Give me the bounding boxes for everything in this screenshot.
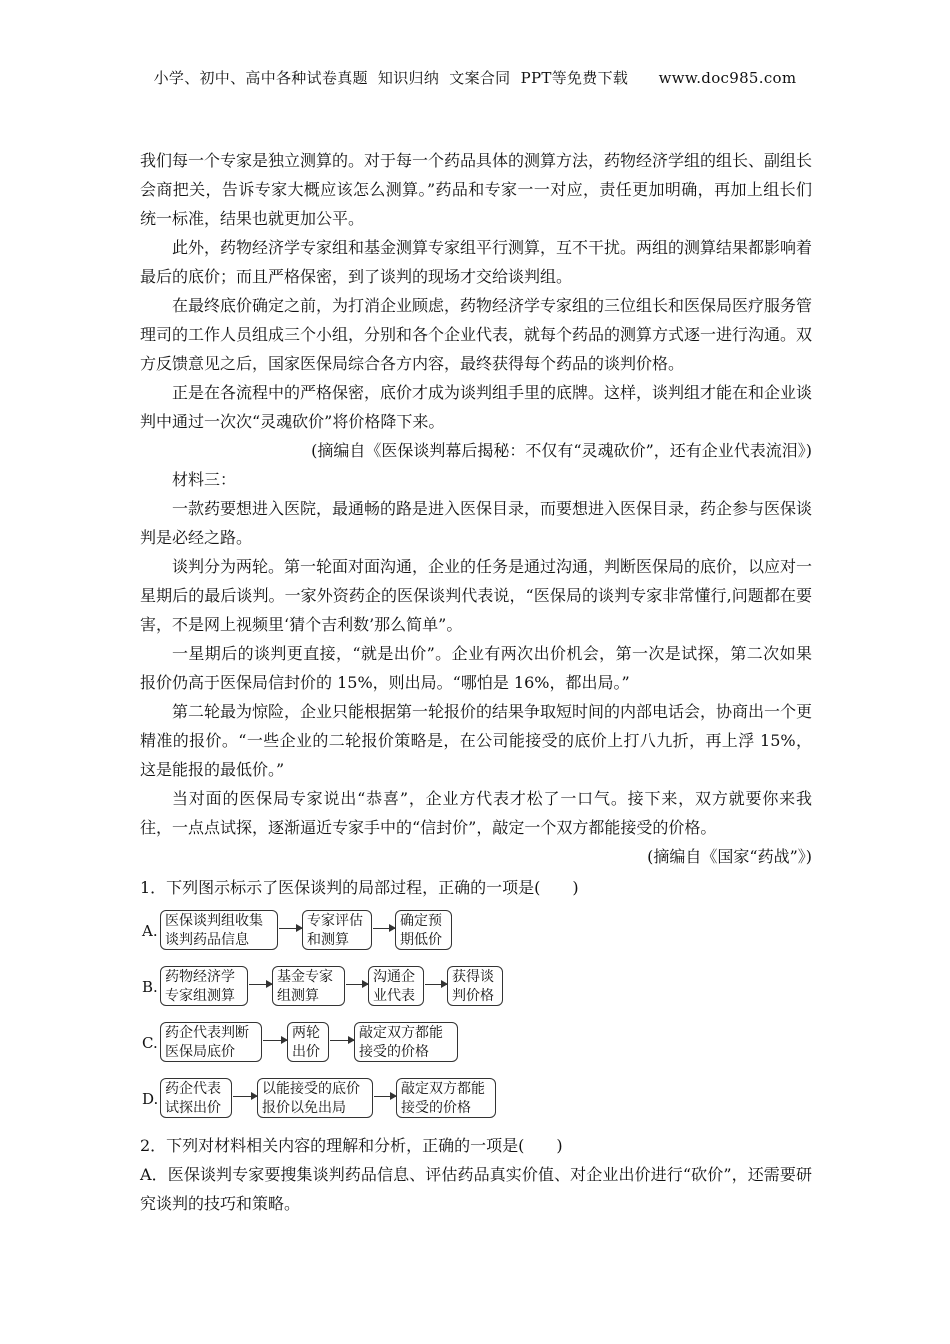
option-d-flow — [140, 1076, 812, 1126]
question-2-option-a: A．医保谈判专家要搜集谈判药品信息、评估药品真实价值、对企业出价进行“砍价”，还需要研究谈判的技巧和策略。 — [140, 1165, 812, 1213]
flow-box: 敲定双方都能接受的价格 — [354, 1022, 458, 1062]
arrow-icon — [249, 984, 272, 985]
option-label: B. — [142, 978, 158, 996]
source-citation: (摘编自《医保谈判幕后揭秘：不仅有“灵魂砍价”，还有企业代表流泪》) — [311, 441, 812, 460]
arrow-icon — [425, 984, 447, 985]
source-citation: (摘编自《国家“药战”》) — [647, 847, 812, 866]
paragraph: 第二轮最为惊险，企业只能根据第一轮报价的结果争取短时间的内部电话会，协商出一个更精准的报价。“一些企业的二轮报价策略是，在公司能接受的底价上打八九折，再上浮 15%，这是能报的最低价。” — [140, 702, 813, 779]
arrow-icon — [233, 1096, 257, 1097]
section-title: 材料三： — [172, 470, 237, 489]
paragraph: 当对面的医保局专家说出“恭喜”，企业方代表才松了一口气。接下来，双方就要你来我往，一点点试探，逐渐逼近专家手中的“信封价”，敲定一个双方都能接受的价格。 — [140, 789, 812, 837]
flow-box: 药企代表判断医保局底价 — [160, 1022, 262, 1062]
paragraph: 我们每一个专家是独立测算的。对于每一个药品具体的测算方法，药物经济学组的组长、副组长会商把关，告诉专家大概应该怎么测算。”药品和专家一一对应，责任更加明确，再加上组长们统一标准，结果也就更加公平。 — [140, 151, 813, 228]
option-b-flow — [140, 964, 812, 1014]
arrow-icon — [374, 1096, 396, 1097]
paragraph: 一星期后的谈判更直接，“就是出价”。企业有两次出价机会，第一次是试探，第二次如果报价仍高于医保局信封价的 15%，则出局。“哪怕是 16%，都出局。” — [140, 644, 812, 692]
flow-box: 药企代表试探出价 — [160, 1078, 232, 1118]
paragraph: 在最终底价确定之前，为打消企业顾虑，药物经济学专家组的三位组长和医保局医疗服务管理司的工作人员组成三个小组，分别和各个企业代表，就每个药品的测算方式逐一进行沟通。双方反馈意见之后，国家医保局综合各方内容，最终获得每个药品的谈判价格。 — [140, 296, 813, 373]
page-header: 小学、初中、高中各种试卷真题 知识归纳 文案合同 PPT等免费下载 www.doc985.com — [153, 69, 797, 87]
option-label: A. — [142, 922, 158, 940]
flow-box: 医保谈判组收集谈判药品信息 — [160, 910, 278, 950]
arrow-icon — [373, 928, 395, 929]
arrow-icon — [279, 928, 302, 929]
question-2: 2．下列对材料相关内容的理解和分析，正确的一项是( ) — [140, 1136, 563, 1155]
paragraph: 谈判分为两轮。第一轮面对面沟通，企业的任务是通过沟通，判断医保局的底价，以应对一星期后的最后谈判。一家外资药企的医保谈判代表说，“医保局的谈判专家非常懂行,问题都在要害，不是网上视频里‘猜个吉利数’那么简单”。 — [140, 557, 813, 634]
arrow-icon — [330, 1040, 354, 1041]
arrow-icon — [346, 984, 368, 985]
flow-box: 获得谈判价格 — [447, 966, 503, 1006]
paragraph: 一款药要想进入医院，最通畅的路是进入医保目录，而要想进入医保目录，药企参与医保谈判是必经之路。 — [140, 499, 813, 547]
flow-box: 专家评估和测算 — [302, 910, 372, 950]
option-label: C. — [142, 1034, 158, 1052]
flow-box: 沟通企业代表 — [368, 966, 424, 1006]
flow-box: 以能接受的底价报价以免出局 — [257, 1078, 373, 1118]
option-a-flow — [140, 908, 812, 958]
flow-box: 两轮出价 — [287, 1022, 329, 1062]
paragraph: 此外，药物经济学专家组和基金测算专家组平行测算，互不干扰。两组的测算结果都影响着最后的底价；而且严格保密，到了谈判的现场才交给谈判组。 — [140, 238, 813, 286]
option-c-flow — [140, 1020, 812, 1070]
arrow-icon — [263, 1040, 287, 1041]
question-1: 1．下列图示标示了医保谈判的局部过程，正确的一项是( ) — [140, 878, 579, 897]
flow-box: 基金专家组测算 — [272, 966, 345, 1006]
flow-box: 敲定双方都能接受的价格 — [396, 1078, 496, 1118]
flow-box: 确定预期低价 — [395, 910, 452, 950]
document-body — [140, 146, 812, 1218]
option-label: D. — [142, 1090, 159, 1108]
flow-box: 药物经济学专家组测算 — [160, 966, 248, 1006]
paragraph: 正是在各流程中的严格保密，底价才成为谈判组手里的底牌。这样，谈判组才能在和企业谈判中通过一次次“灵魂砍价”将价格降下来。 — [140, 383, 813, 431]
